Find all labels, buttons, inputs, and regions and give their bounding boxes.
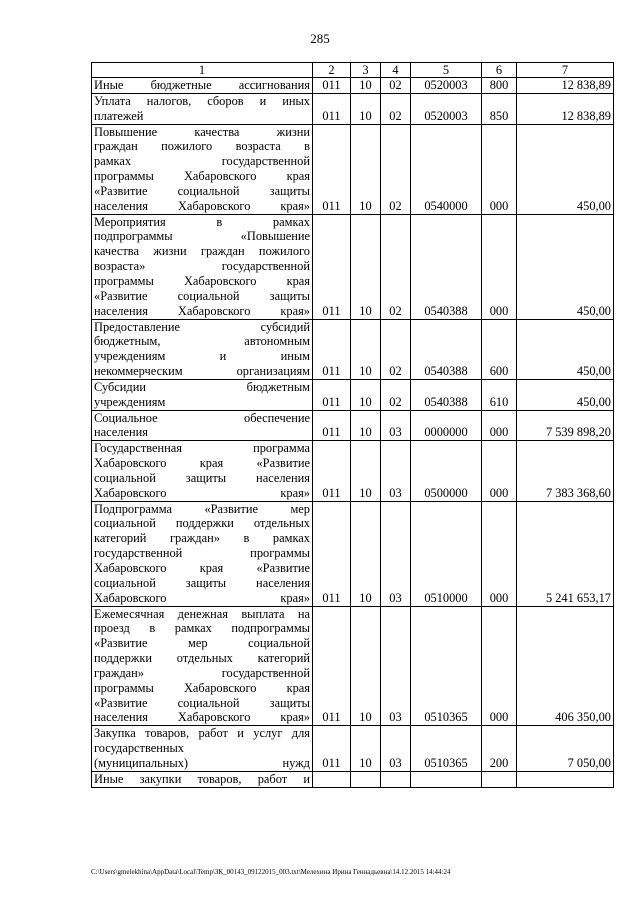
table-row xyxy=(92,78,614,94)
row-razdel-cell: 10 xyxy=(351,124,381,214)
row-name-line: Мероприятия в рамках xyxy=(94,214,310,229)
row-name-cell xyxy=(92,726,313,772)
row-adm-cell: 011 xyxy=(313,124,351,214)
row-name-line: Хабаровского края «Развитие xyxy=(94,456,310,471)
row-vr-cell: 000 xyxy=(482,441,517,501)
row-vr-cell: 600 xyxy=(482,319,517,379)
row-name-line: рамках государственной xyxy=(94,154,310,169)
row-razdel-cell: 10 xyxy=(351,319,381,379)
row-name-cell xyxy=(92,606,313,726)
row-name-line: Хабаровского края «Развитие xyxy=(94,561,310,575)
row-csr-cell: 0540388 xyxy=(411,319,482,379)
row-razdel-cell: 10 xyxy=(351,726,381,772)
row-vr-cell: 200 xyxy=(482,726,517,772)
table-row xyxy=(92,410,614,441)
row-adm-cell: 011 xyxy=(313,93,351,124)
row-podrazdel-cell: 03 xyxy=(381,726,411,772)
row-name-line: «Развитие социальной защиты xyxy=(94,288,310,303)
row-sum-cell: 7 539 898,20 xyxy=(517,410,614,441)
row-name-cell xyxy=(92,410,313,441)
row-vr-cell: 000 xyxy=(482,124,517,214)
row-csr-cell: 0540000 xyxy=(411,124,482,214)
row-razdel-cell xyxy=(351,771,381,787)
row-name-line: населения Хабаровского края» xyxy=(94,303,310,318)
row-podrazdel-cell: 02 xyxy=(381,214,411,319)
table-body xyxy=(92,78,614,788)
table-row xyxy=(92,214,614,319)
row-name-line: социальной поддержки отдельных xyxy=(94,516,310,531)
row-podrazdel-cell: 02 xyxy=(381,319,411,379)
table-row xyxy=(92,771,614,787)
row-podrazdel-cell: 02 xyxy=(381,78,411,94)
file-path-footer: C:\Users\gmelekhina\AppData\Local\Temp\ЗК_00143_09122015_003.txt\Мелехина Ирина Геннадьевна\14.12.2015 14:44:24 xyxy=(91,868,451,876)
row-podrazdel-cell: 03 xyxy=(381,606,411,726)
row-sum-cell xyxy=(517,771,614,787)
row-razdel-cell: 10 xyxy=(351,214,381,319)
row-name-line: платежей xyxy=(94,108,144,123)
row-name-line: государственных xyxy=(94,741,185,756)
row-name-line: населения Хабаровского края» xyxy=(94,198,310,213)
row-name-line: Предоставление субсидий xyxy=(94,319,310,334)
row-podrazdel-cell: 02 xyxy=(381,379,411,410)
row-name-line: программы Хабаровского края xyxy=(94,273,310,288)
row-name-line: Иные бюджетные ассигнования xyxy=(94,78,310,92)
row-name-line: социальной защиты населения xyxy=(94,470,310,485)
row-adm-cell: 011 xyxy=(313,441,351,501)
row-razdel-cell: 10 xyxy=(351,410,381,441)
row-razdel-cell: 10 xyxy=(351,606,381,726)
row-vr-cell: 000 xyxy=(482,501,517,606)
row-name-cell xyxy=(92,501,313,606)
table-row xyxy=(92,124,614,214)
row-name-line: Ежемесячная денежная выплата на xyxy=(94,606,310,621)
row-csr-cell: 0510365 xyxy=(411,606,482,726)
row-csr-cell: 0000000 xyxy=(411,410,482,441)
row-name-line: граждан пожилого возраста в xyxy=(94,139,310,154)
row-name-line: «Развитие мер социальной xyxy=(94,636,310,651)
row-razdel-cell: 10 xyxy=(351,441,381,501)
row-podrazdel-cell: 02 xyxy=(381,124,411,214)
header-row xyxy=(92,63,614,78)
row-name-line: государственной программы xyxy=(94,546,310,561)
row-sum-cell: 450,00 xyxy=(517,214,614,319)
row-csr-cell: 0540388 xyxy=(411,379,482,410)
row-name-line: учреждениям и иным xyxy=(94,349,310,364)
row-sum-cell: 12 838,89 xyxy=(517,93,614,124)
row-adm-cell: 011 xyxy=(313,319,351,379)
row-adm-cell: 011 xyxy=(313,78,351,94)
row-adm-cell: 011 xyxy=(313,606,351,726)
table-row xyxy=(92,379,614,410)
row-name-cell xyxy=(92,441,313,501)
col-header-vr: 6 xyxy=(482,63,517,78)
row-name-cell xyxy=(92,771,313,787)
row-podrazdel-cell: 03 xyxy=(381,410,411,441)
row-razdel-cell: 10 xyxy=(351,78,381,94)
col-header-adm: 2 xyxy=(313,63,351,78)
row-name-line: Закупка товаров, работ и услуг для xyxy=(94,726,310,741)
row-sum-cell: 450,00 xyxy=(517,124,614,214)
row-csr-cell: 0510365 xyxy=(411,726,482,772)
table-row xyxy=(92,93,614,124)
row-csr-cell xyxy=(411,771,482,787)
row-name-line: учреждениям xyxy=(94,394,166,409)
row-name-line: возраста» государственной xyxy=(94,259,310,274)
row-name-line: «Развитие социальной защиты xyxy=(94,695,310,710)
row-name-cell xyxy=(92,379,313,410)
row-name-line: Подпрограмма «Развитие мер xyxy=(94,501,310,516)
row-name-cell xyxy=(92,214,313,319)
row-sum-cell: 12 838,89 xyxy=(517,78,614,94)
row-name-line: Повышение качества жизни xyxy=(94,124,310,139)
row-sum-cell: 450,00 xyxy=(517,319,614,379)
row-vr-cell: 000 xyxy=(482,606,517,726)
row-adm-cell: 011 xyxy=(313,379,351,410)
row-adm-cell: 011 xyxy=(313,214,351,319)
col-header-csr: 5 xyxy=(411,63,482,78)
row-name-line: Иные закупки товаров, работ и xyxy=(94,771,310,786)
row-name-line: проезд в рамках подпрограммы xyxy=(94,621,310,636)
row-csr-cell: 0510000 xyxy=(411,501,482,606)
row-name-line: Социальное обеспечение xyxy=(94,410,310,425)
row-name-line: населения Хабаровского края» xyxy=(94,710,310,725)
row-name-line: программы Хабаровского края xyxy=(94,169,310,184)
row-csr-cell: 0520003 xyxy=(411,93,482,124)
row-name-line: программы Хабаровского края xyxy=(94,680,310,695)
row-sum-cell: 5 241 653,17 xyxy=(517,501,614,606)
row-name-line: некоммерческим организациям xyxy=(94,364,310,379)
row-sum-cell: 7 050,00 xyxy=(517,726,614,772)
row-name-cell xyxy=(92,78,313,94)
row-adm-cell xyxy=(313,771,351,787)
row-name-line: Хабаровского края» xyxy=(94,485,310,500)
table-row xyxy=(92,441,614,501)
row-name-line: граждан» государственной xyxy=(94,665,310,680)
row-podrazdel-cell: 02 xyxy=(381,93,411,124)
row-sum-cell: 406 350,00 xyxy=(517,606,614,726)
row-vr-cell xyxy=(482,771,517,787)
row-name-line: населения xyxy=(94,425,148,440)
row-podrazdel-cell xyxy=(381,771,411,787)
page-number: 285 xyxy=(310,31,330,46)
col-header-name: 1 xyxy=(92,63,313,78)
table-row xyxy=(92,606,614,726)
row-vr-cell: 610 xyxy=(482,379,517,410)
row-name-cell xyxy=(92,124,313,214)
budget-table xyxy=(91,62,614,788)
row-name-cell xyxy=(92,93,313,124)
table-row xyxy=(92,726,614,772)
row-name-cell xyxy=(92,319,313,379)
row-podrazdel-cell: 03 xyxy=(381,501,411,606)
row-name-line: Уплата налогов, сборов и иных xyxy=(94,93,310,108)
row-vr-cell: 000 xyxy=(482,214,517,319)
row-name-line: бюджетным, автономным xyxy=(94,334,310,349)
row-sum-cell: 7 383 368,60 xyxy=(517,441,614,501)
row-razdel-cell: 10 xyxy=(351,93,381,124)
row-csr-cell: 0500000 xyxy=(411,441,482,501)
row-name-line: социальной защиты населения xyxy=(94,575,310,590)
row-vr-cell: 800 xyxy=(482,78,517,94)
table-row xyxy=(92,501,614,606)
row-name-line: категорий граждан» в рамках xyxy=(94,531,310,546)
col-header-sum: 7 xyxy=(517,63,614,78)
row-csr-cell: 0520003 xyxy=(411,78,482,94)
row-podrazdel-cell: 03 xyxy=(381,441,411,501)
table-row xyxy=(92,319,614,379)
row-name-line: Хабаровского края» xyxy=(94,590,310,605)
row-name-line: «Развитие социальной защиты xyxy=(94,183,310,198)
row-razdel-cell: 10 xyxy=(351,501,381,606)
row-name-line: подпрограммы «Повышение xyxy=(94,229,310,244)
col-header-podrazdel: 4 xyxy=(381,63,411,78)
row-adm-cell: 011 xyxy=(313,501,351,606)
row-razdel-cell: 10 xyxy=(351,379,381,410)
row-name-line: качества жизни граждан пожилого xyxy=(94,244,310,259)
row-csr-cell: 0540388 xyxy=(411,214,482,319)
row-adm-cell: 011 xyxy=(313,726,351,772)
row-name-line: Государственная программа xyxy=(94,441,310,456)
row-name-line: Субсидии бюджетным xyxy=(94,379,310,394)
row-sum-cell: 450,00 xyxy=(517,379,614,410)
row-vr-cell: 000 xyxy=(482,410,517,441)
row-name-line: поддержки отдельных категорий xyxy=(94,651,310,666)
row-adm-cell: 011 xyxy=(313,410,351,441)
row-vr-cell: 850 xyxy=(482,93,517,124)
row-name-line: (муниципальных) нужд xyxy=(94,755,310,770)
col-header-razdel: 3 xyxy=(351,63,381,78)
